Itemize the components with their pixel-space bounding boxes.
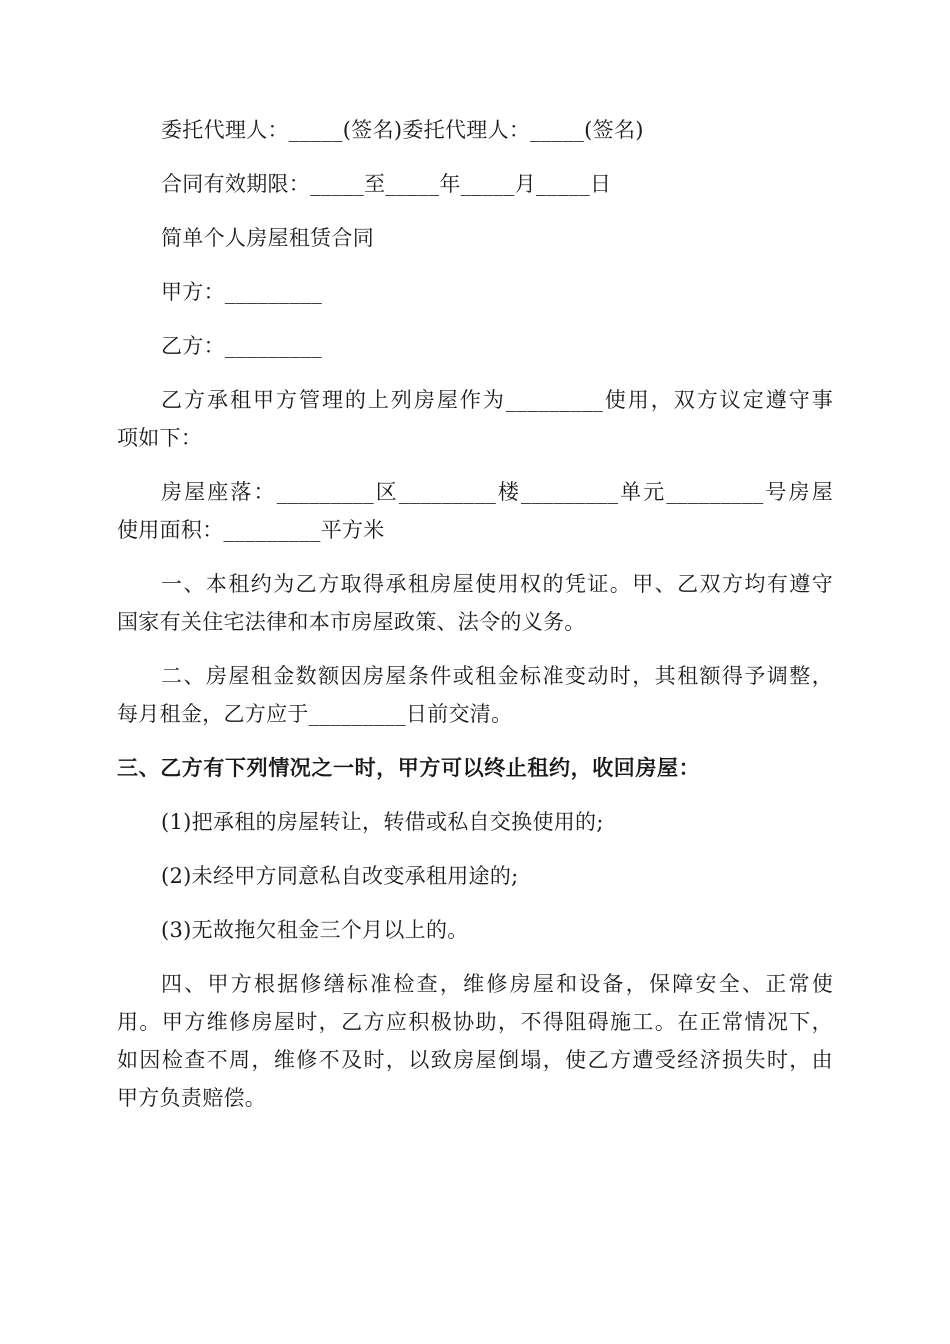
agent-signature-line: 委托代理人：_____(签名)委托代理人：_____(签名) — [161, 118, 644, 142]
clause-3-heading: 三、乙方有下列情况之一时，甲方可以终止租约，收回房屋： — [117, 756, 701, 780]
clause-4-line-1: 四、甲方根据修缮标准检查，维修房屋和设备，保障安全、正常使 — [161, 972, 833, 996]
clause-1-line-1: 一、本租约为乙方取得承租房屋使用权的凭证。甲、乙双方均有遵守 — [161, 572, 833, 596]
contract-title: 简单个人房屋租赁合同 — [161, 226, 374, 250]
party-a-line: 甲方：_________ — [161, 280, 323, 304]
clause-3-item-1: (1)把承租的房屋转让，转借或私自交换使用的; — [161, 810, 604, 834]
clause-4-line-4: 甲方负责赔偿。 — [117, 1086, 267, 1110]
clause-3-item-3: (3)无故拖欠租金三个月以上的。 — [161, 918, 469, 942]
clause-4-line-3: 如因检查不周，维修不及时，以致房屋倒塌，使乙方遭受经济损失时，由 — [117, 1048, 833, 1072]
clause-2-line-1: 二、房屋租金数额因房屋条件或租金标准变动时，其租额得予调整， — [161, 664, 833, 688]
clause-2-line-2: 每月租金，乙方应于_________日前交清。 — [117, 702, 513, 726]
usage-paragraph-line-2: 项如下： — [117, 426, 203, 450]
clause-1-line-2: 国家有关住宅法律和本市房屋政策、法令的义务。 — [117, 610, 586, 634]
party-b-line: 乙方：_________ — [161, 334, 323, 358]
usable-area-line: 使用面积：_________平方米 — [117, 518, 385, 542]
clause-3-item-2: (2)未经甲方同意私自改变承租用途的; — [161, 864, 519, 888]
clause-4-line-2: 用。甲方维修房屋时，乙方应积极协助，不得阻碍施工。在正常情况下， — [117, 1010, 833, 1034]
contract-validity-line: 合同有效期限：_____至_____年_____月_____日 — [161, 172, 612, 196]
usage-paragraph-line-1: 乙方承租甲方管理的上列房屋作为_________使用，双方议定遵守事 — [161, 388, 833, 412]
house-location-line: 房屋座落：_________区_________楼_________单元_________号房屋 — [161, 480, 833, 504]
